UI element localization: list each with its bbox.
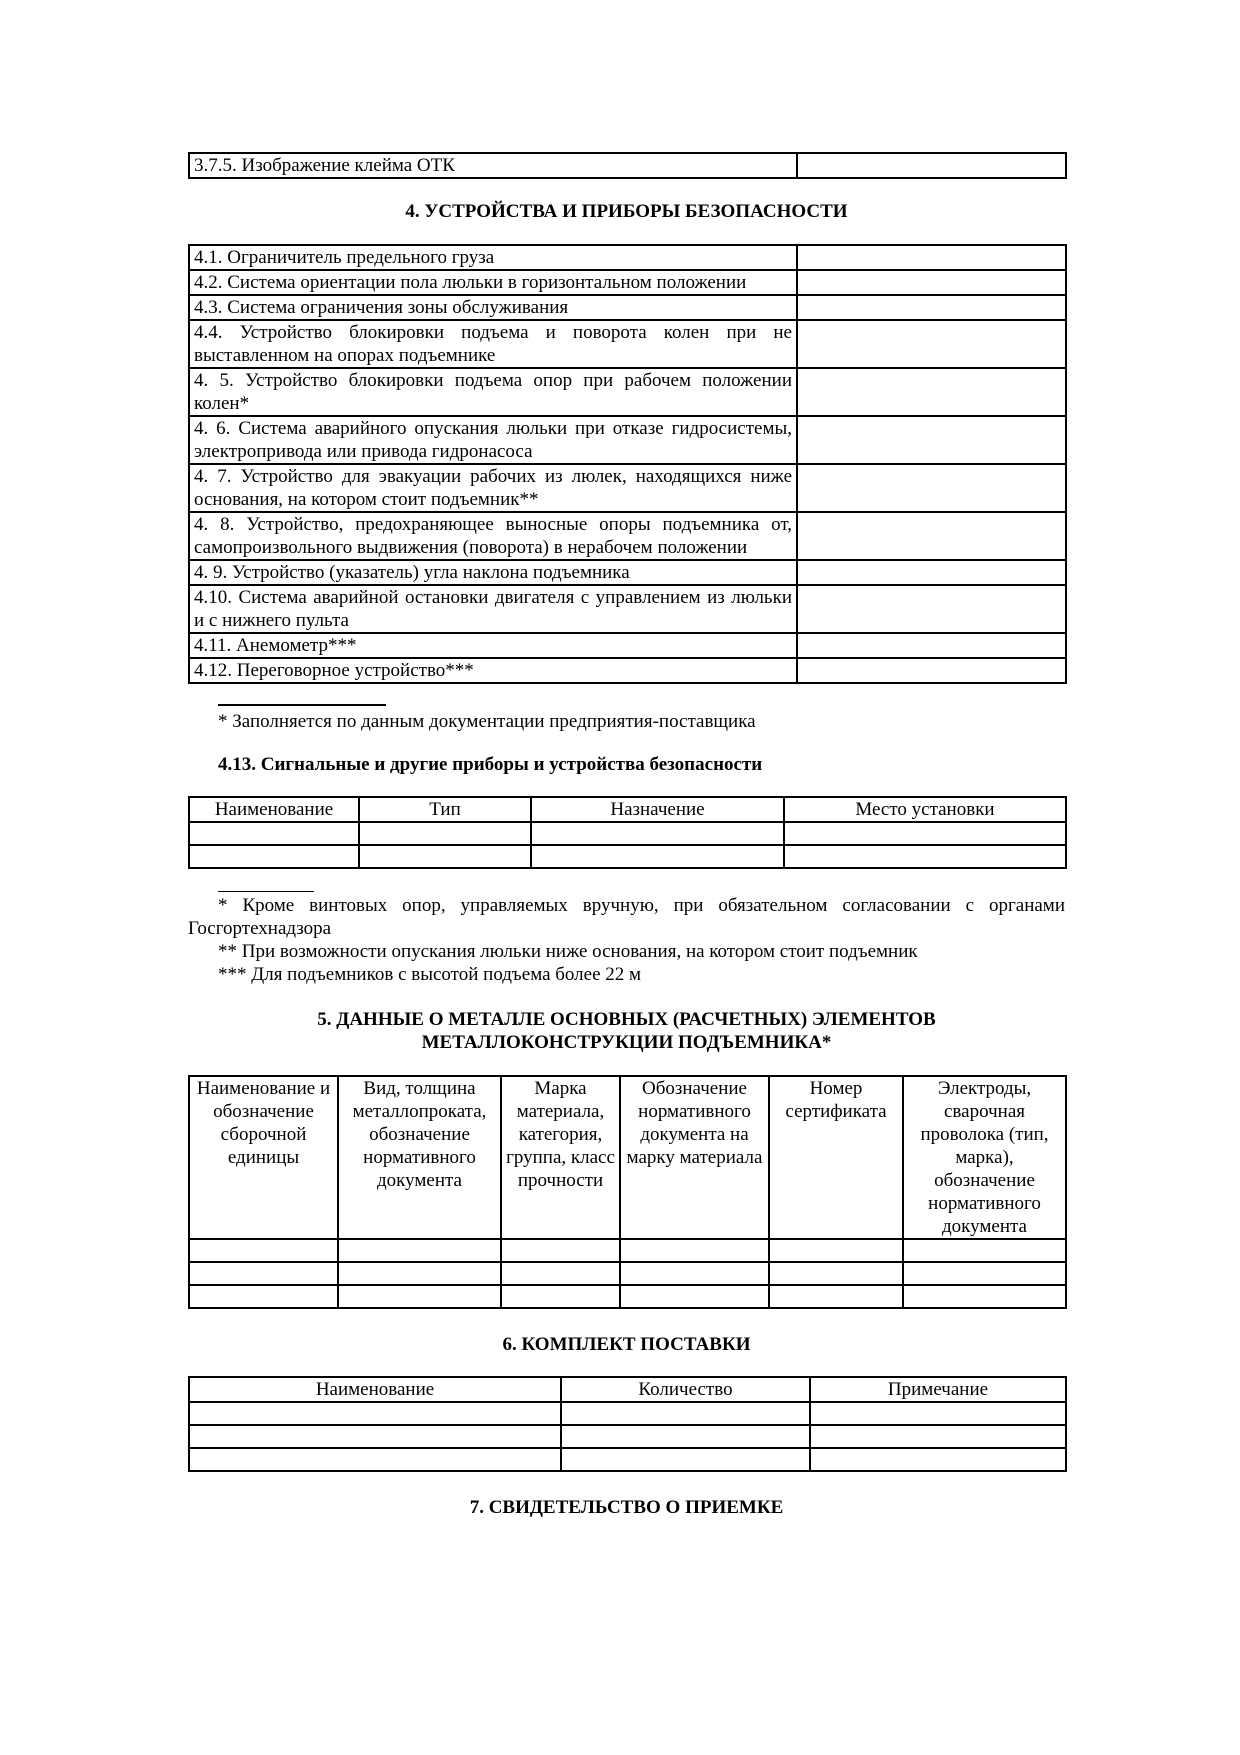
table-row — [189, 560, 1066, 585]
item-label: 4. 6. Система аварийного опускания люльки при отказе гидросистемы, электропривода или привода гидронасоса — [189, 416, 797, 464]
table-row — [189, 845, 1066, 868]
metal-data-table — [188, 1075, 1067, 1309]
delivery-set-table — [188, 1376, 1067, 1472]
item-label: 4. 8. Устройство, предохраняющее выносные опоры подъемника от, самопроизвольного выдвижения (поворота) в нерабочем положении — [189, 512, 797, 560]
table-row — [189, 416, 1066, 464]
item-label: 4. 5. Устройство блокировки подъема опор при рабочем положении колен* — [189, 368, 797, 416]
col-header: Номер сертификата — [769, 1076, 903, 1239]
table-row — [189, 1239, 1066, 1262]
footnote-separator — [218, 891, 314, 892]
table-header-row — [189, 797, 1066, 822]
table-row — [189, 1262, 1066, 1285]
col-header: Количество — [561, 1377, 810, 1402]
col-header: Назначение — [531, 797, 784, 822]
col-header: Примечание — [810, 1377, 1066, 1402]
table-row — [189, 368, 1066, 416]
table-row — [189, 512, 1066, 560]
col-header: Наименование — [189, 797, 359, 822]
table-row — [189, 585, 1066, 633]
section7-title: 7. СВИДЕТЕЛЬСТВО О ПРИЕМКЕ — [469, 1497, 784, 1518]
footnote-2: ** При возможности опускания люльки ниже основания, на котором стоит подъемник — [218, 941, 918, 962]
table-header-row — [189, 1076, 1066, 1239]
footnote-supplier: * Заполняется по данным документации предприятия-поставщика — [218, 711, 756, 732]
table-row — [189, 464, 1066, 512]
table-row — [189, 822, 1066, 845]
item-label: 4.2. Система ориентации пола люльки в горизонтальном положении — [189, 270, 797, 295]
table-header-row — [189, 1377, 1066, 1402]
section4-title: 4. УСТРОЙСТВА И ПРИБОРЫ БЕЗОПАСНОСТИ — [405, 201, 848, 222]
table-row — [189, 1285, 1066, 1308]
item-label: 4.12. Переговорное устройство*** — [189, 658, 797, 683]
footnote-separator — [218, 704, 386, 706]
section5-title-line1: 5. ДАННЫЕ О МЕТАЛЛЕ ОСНОВНЫХ (РАСЧЕТНЫХ) ЭЛЕМЕНТОВ — [317, 1009, 936, 1030]
col-header: Электроды, сварочная проволока (тип, марка), обозначение нормативного документа — [903, 1076, 1066, 1239]
table-row — [189, 1425, 1066, 1448]
col-header: Марка материала, категория, группа, класс прочности — [501, 1076, 620, 1239]
item-label: 4.10. Система аварийной остановки двигателя с управлением из люльки и с нижнего пульта — [189, 585, 797, 633]
item-label: 4.3. Система ограничения зоны обслуживания — [189, 295, 797, 320]
safety-devices-table — [188, 244, 1067, 684]
table-row — [189, 270, 1066, 295]
table-375 — [188, 152, 1067, 179]
table-row — [189, 633, 1066, 658]
footnote-1: * Кроме винтовых опор, управляемых вручную, при обязательном согласовании с органами Госгортехнадзора — [188, 895, 1065, 939]
table-row — [189, 1448, 1066, 1471]
col-header: Вид, толщина металлопроката, обозначение нормативного документа — [338, 1076, 501, 1239]
table-row — [189, 1402, 1066, 1425]
section6-title: 6. КОМПЛЕКТ ПОСТАВКИ — [502, 1334, 751, 1355]
col-header: Наименование — [189, 1377, 561, 1402]
signal-devices-table — [188, 796, 1067, 869]
table-row — [189, 658, 1066, 683]
section413-title: 4.13. Сигнальные и другие приборы и устройства безопасности — [218, 754, 763, 775]
col-header: Тип — [359, 797, 531, 822]
table-row — [189, 245, 1066, 270]
row-label: 3.7.5. Изображение клейма ОТК — [189, 153, 797, 178]
item-label: 4. 7. Устройство для эвакуации рабочих из люлек, находящихся ниже основания, на котором стоит подъемник** — [189, 464, 797, 512]
item-label: 4.11. Анемометр*** — [189, 633, 797, 658]
table-row — [189, 320, 1066, 368]
row-value-cell — [797, 153, 1066, 178]
document-page — [188, 152, 1065, 1519]
item-label: 4.4. Устройство блокировки подъема и поворота колен при не выставленном на опорах подъемнике — [189, 320, 797, 368]
col-header: Место установки — [784, 797, 1066, 822]
col-header: Наименование и обозначение сборочной единицы — [189, 1076, 338, 1239]
table-row — [189, 295, 1066, 320]
item-label: 4. 9. Устройство (указатель) угла наклона подъемника — [189, 560, 797, 585]
item-label: 4.1. Ограничитель предельного груза — [189, 245, 797, 270]
col-header: Обозначение нормативного документа на марку материала — [620, 1076, 769, 1239]
table-row — [189, 153, 1066, 178]
section5-title-line2: МЕТАЛЛОКОНСТРУКЦИИ ПОДЪЕМНИКА* — [421, 1032, 832, 1053]
footnote-3: *** Для подъемников с высотой подъема более 22 м — [218, 964, 642, 985]
